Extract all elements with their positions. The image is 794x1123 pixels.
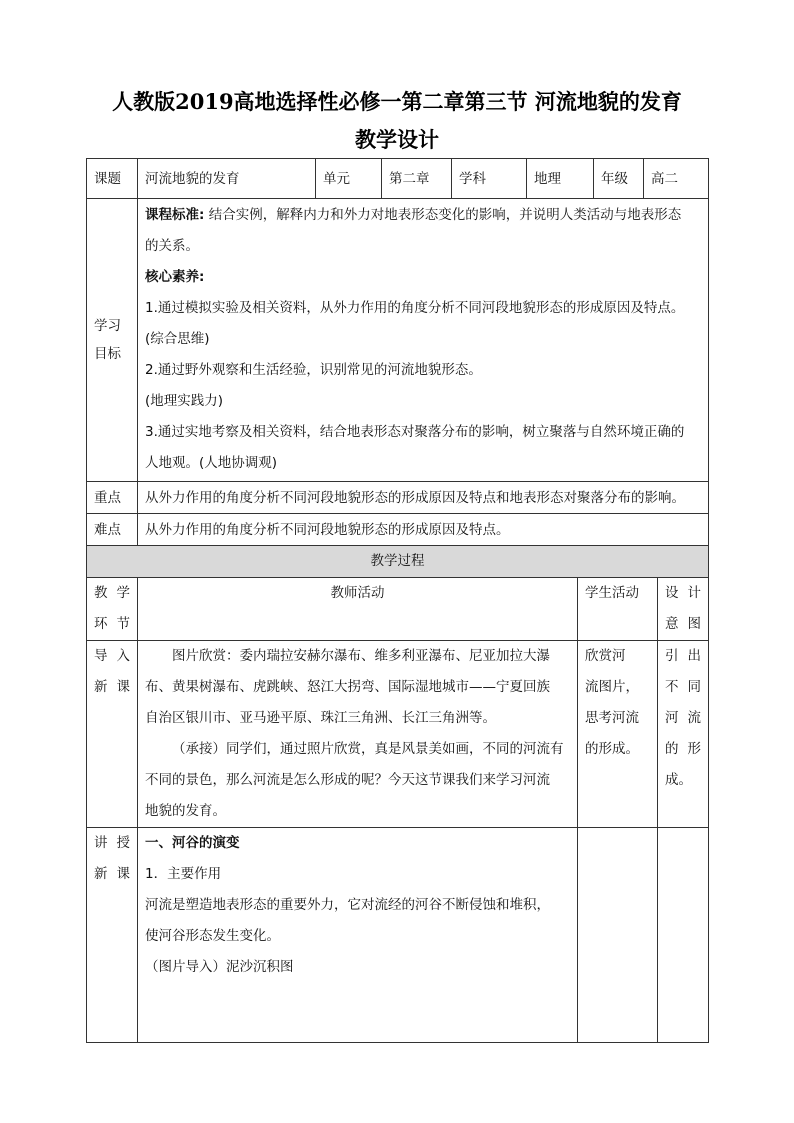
- row1-student-line: 流图片，: [585, 679, 639, 695]
- row1-design-line: 引 出: [665, 648, 701, 664]
- row1-teacher-line: （承接）同学们，通过照片欣赏，真是风景美如画，不同的河流有: [172, 741, 564, 757]
- col-student-header: 学生活动: [578, 578, 658, 641]
- col-stage-line1: 教 学: [94, 585, 130, 601]
- col-stage-line2: 环节: [94, 616, 130, 632]
- teaching-process-table: [86, 545, 709, 1043]
- difficult-points-text: 从外力作用的角度分析不同河段地貌形态的形成原因及特点。: [138, 514, 709, 546]
- objective-1-line2: (综合思维): [145, 331, 210, 347]
- row1-design-line: 的 形: [665, 741, 701, 757]
- row1-stage-line2: 新课: [94, 679, 130, 695]
- lesson-info-table: [86, 158, 709, 546]
- row1-student-line: 欣赏河: [585, 648, 626, 664]
- col-design-header: [658, 578, 709, 641]
- row2-teacher-line: 1．主要作用: [145, 866, 222, 882]
- key-points-label: 重点: [87, 482, 138, 514]
- objective-3-line1: 3.通过实地考察及相关资料，结合地表形态对聚落分布的影响，树立聚落与自然环境正确的: [145, 424, 685, 440]
- row1-teacher-line: 不同的景色，那么河流是怎么形成的呢？今天这节课我们来学习河流: [145, 772, 550, 788]
- row2-teacher-line: 河流是塑造地表形态的重要外力，它对流经的河谷不断侵蚀和堆积，: [145, 897, 550, 913]
- unit-label: 单元: [316, 159, 382, 199]
- row1-student: [578, 641, 658, 828]
- grade-value: 高二: [644, 159, 709, 199]
- objective-2-line2: (地理实践力): [145, 393, 224, 409]
- row1-stage-line1: 导 入: [94, 648, 130, 664]
- objectives-label: [87, 199, 138, 482]
- row1-teacher-line: 地貌的发育。: [145, 803, 226, 819]
- row2-teacher: [138, 828, 578, 1043]
- process-header: 教学过程: [87, 546, 709, 578]
- row2-design: [658, 828, 709, 1043]
- difficult-points-label: 难点: [87, 514, 138, 546]
- row1-student-line: 的形成。: [585, 741, 639, 757]
- core-literacy-label: 核心素养:: [145, 269, 205, 285]
- row2-stage-line2: 新课: [94, 866, 130, 882]
- subject-label: 学科: [452, 159, 527, 199]
- row1-design: [658, 641, 709, 828]
- document-title: 人教版2019高地选择性必修一第二章第三节 河流地貌的发育: [112, 89, 682, 114]
- objective-1-line1: 1.通过模拟实验及相关资料，从外力作用的角度分析不同河段地貌形态的形成原因及特点。: [145, 300, 685, 316]
- row2-stage: [87, 828, 138, 1043]
- row1-student-line: 思考河流: [585, 710, 639, 726]
- row2-teacher-heading: 一、河谷的演变: [145, 835, 240, 851]
- row2-teacher-line: （图片导入）泥沙沉积图: [145, 959, 294, 975]
- subject-value: 地理: [527, 159, 594, 199]
- course-standard-text-2: 的关系。: [145, 238, 199, 254]
- key-points-text: 从外力作用的角度分析不同河段地貌形态的形成原因及特点和地表形态对聚落分布的影响。: [138, 482, 709, 514]
- grade-label: 年级: [594, 159, 644, 199]
- col-design-line2: 意图: [665, 616, 701, 632]
- col-design-line1: 设 计: [665, 585, 701, 601]
- course-standard-text-1: 结合实例，解释内力和外力对地表形态变化的影响，并说明人类活动与地表形态: [204, 207, 682, 223]
- row1-design-line: 成。: [665, 772, 692, 788]
- document-subtitle: 教学设计: [355, 127, 439, 152]
- row1-design-line: 不 同: [665, 679, 701, 695]
- row1-teacher-line: 布、黄果树瀑布、虎跳峡、怒江大拐弯、国际湿地城市——宁夏回族: [145, 679, 550, 695]
- row2-student: [578, 828, 658, 1043]
- row1-teacher-line: 图片欣赏：委内瑞拉安赫尔瀑布、维多利亚瀑布、尼亚加拉大瀑: [172, 648, 550, 664]
- row1-teacher-line: 自治区银川市、亚马逊平原、珠江三角洲、长江三角洲等。: [145, 710, 496, 726]
- objectives-label-line1: 学习: [94, 318, 121, 334]
- col-stage-header: [87, 578, 138, 641]
- objectives-label-line2: 目标: [94, 346, 121, 362]
- course-standard-label: 课程标准:: [145, 207, 205, 223]
- row1-design-line: 河 流: [665, 710, 701, 726]
- topic-value: 河流地貌的发育: [138, 159, 316, 199]
- topic-label: 课题: [87, 159, 138, 199]
- objective-2-line1: 2.通过野外观察和生活经验，识别常见的河流地貌形态。: [145, 362, 482, 378]
- row1-teacher: [138, 641, 578, 828]
- objective-3-line2: 人地观。(人地协调观): [145, 455, 278, 471]
- row1-stage: [87, 641, 138, 828]
- col-teacher-header: 教师活动: [138, 578, 578, 641]
- objectives-content: [138, 199, 709, 482]
- row2-teacher-line: 使河谷形态发生变化。: [145, 928, 280, 944]
- row2-stage-line1: 讲 授: [94, 835, 130, 851]
- unit-value: 第二章: [382, 159, 452, 199]
